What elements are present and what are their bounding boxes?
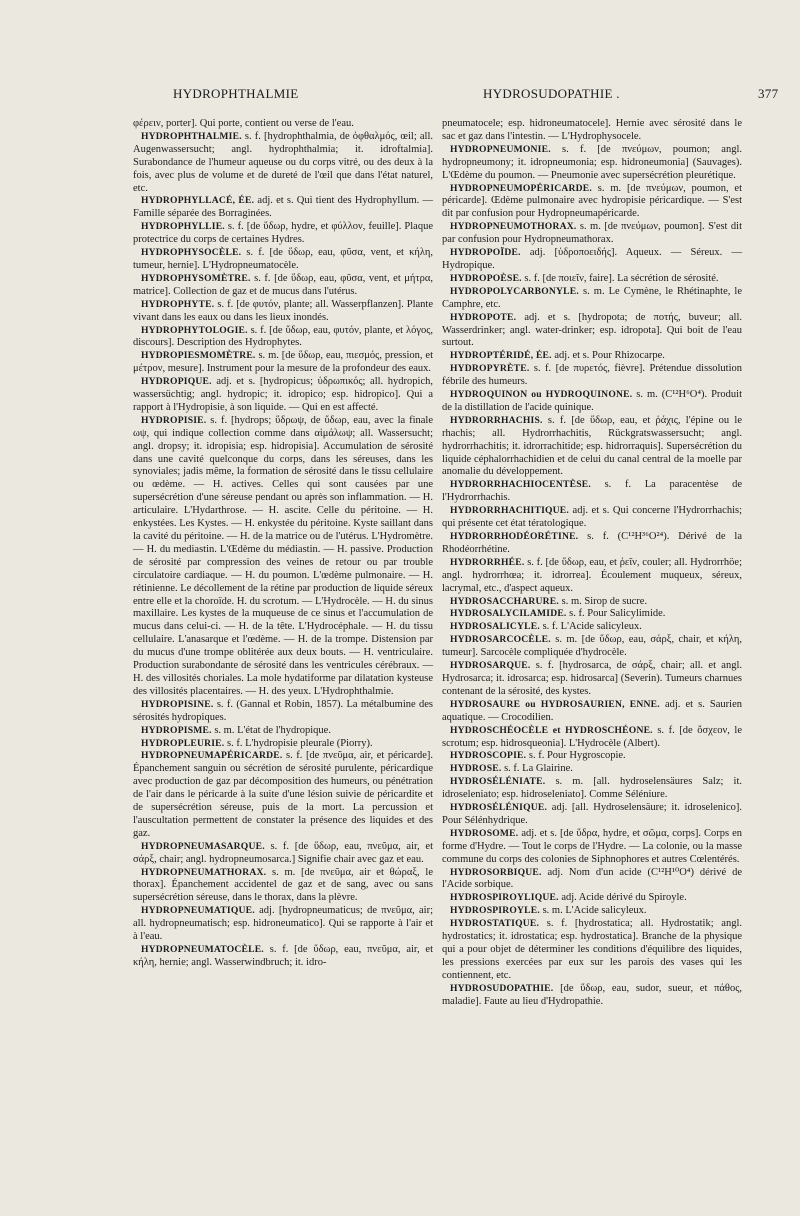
dictionary-entry [133, 944, 433, 970]
entry-headword: HYDROSÉLÉNIQUE. [450, 802, 548, 814]
entry-definition: adj. et s. Qui tient des Hydrophyllum. — Famille séparée des Borraginées. [133, 195, 434, 220]
dictionary-entry [442, 531, 742, 557]
entry-definition: s. m. Le Cymène, le Rhétinaphte, le Camphre, etc. [442, 285, 742, 310]
entry-headword: HYDROSCOPIE. [450, 750, 527, 762]
entry-headword: HYDROPLEURIE. [141, 737, 225, 749]
dictionary-entry [442, 905, 742, 918]
entry-headword: HYDRORRHACHIOCENTÈSE. [450, 479, 591, 491]
dictionary-entry [442, 763, 742, 776]
entry-headword: HYDROSACCHARURE. [450, 595, 560, 607]
entry-headword: HYDROSORBIQUE. [450, 866, 542, 878]
dictionary-entry [133, 905, 433, 944]
entry-headword: HYDROSPIROYLIQUE. [450, 892, 559, 904]
entry-definition: s. f. [de ὕδωρ, eau, et ῥάχις, l'épine ou le rhachis; all. Hydrorrhachitis, Rückgratswassersucht; angl. hydrorrhachitis; it. idrorrachitide; esp. hidrorraquis]. Supersécrétion du liquide céphalorrhachidien et de celui du canal central de la moelle par anomalie du développement. [442, 414, 742, 478]
entry-headword: HYDRORRHACHIS. [450, 414, 543, 426]
dictionary-entry [442, 983, 742, 1009]
entry-definition: adj. et s. Qui concerne l'Hydrorrhachis; qui présente cet état tératologique. [442, 505, 742, 530]
dictionary-entry [133, 841, 433, 867]
entry-definition: s. f. Pour Hygroscopie. [526, 750, 626, 762]
dictionary-entry [442, 505, 742, 531]
dictionary-entry [442, 750, 742, 763]
dictionary-entry [133, 273, 433, 299]
dictionary-entry [442, 596, 742, 609]
entry-headword: HYDROPIQUE. [141, 376, 212, 388]
entry-definition: s. f. [de ὕδωρ, eau, et ῥεῖν, couler; all. Hydrorrhöe; angl. hydrorrhœa; it. idrorrea]. Écoulement muqueux, séreux, lacrymal, etc., d'aspect aqueux. [442, 556, 742, 594]
dictionary-entry [133, 867, 433, 906]
entry-definition: s. f. (C¹²H³⁶O²⁴). Dérivé de la Rhodéorrhétine. [442, 531, 742, 555]
entry-headword: HYDROPNEUMASARQUE. [141, 840, 265, 852]
entry-headword: HYDROPHYLLIE. [141, 221, 225, 233]
page-number: 377 [758, 86, 779, 101]
dictionary-entry [442, 144, 742, 183]
entry-headword: HYDROSALICYLE. [450, 621, 540, 633]
entry-definition: s. f. [de ποιεῖν, faire]. La sécrétion de sérosité. [521, 272, 719, 284]
dictionary-entry [442, 247, 742, 273]
entry-headword: HYDRORRHÉE. [450, 556, 525, 568]
entry-headword: HYDROSALYCILAMIDE. [450, 608, 567, 620]
dictionary-entry [442, 634, 742, 660]
entry-definition: s. f. [hydrops; ὕδρωψ, de ὕδωρ, eau, avec la finale ωψ, qui indique collection comme dans αἱμάλωψ; all. Wassersucht; angl. dropsy; it. idropisia; esp. hidropisia]. Accumulation de sérosité dans une cavité quelconque du corps, dans les séreuses, dans les synoviales; jadis même, la formation de sérosité dans le tissu cellulaire ou œdème. — H. actives. Celles qui sont causées par une supersécrétion d'une séreuse pendant ou après son inflammation. — H. articulaire. L'Hydarthrose. — H. ascite. Celle du péritoine. — H. enkystées. Les Kystes. — H. enkystée du péritoine. Kyste saillant dans la cavité du péritoine. — H. de la matrice ou de l'utérus. L'Hydromètre. — H. du mediastin. L'Œdème du médiastin. — H. passive. Production de sérosité par compression des veines de retour ou par trouble circulatoire cardiaque. — H. du poumon. L'œdème pulmonaire. — H. rétinienne. Le décollement de la rétine par production de liquide séreux entre elle et la choroïde. H. du scrotum. — L'Hydrocèle. — H. du sinus maxillaire. Les kystes de la muqueuse de ce sinus et l'accumulation de mucus dans celui-ci. — H. de la tête. L'Hydrocéphale. — H. du tissu cellulaire. L'anasarque et l'œdème. — H. de la trompe. Distension par du mucus d'une trompe oblitérée aux deux bouts. — H. ventriculaire. Production surabondante de sérosité dans les ventricules cérébraux. — H. des villosités choriales. La mole hydatiforme par dilatation kysteuse des villosités placentaires. — H. des yeux. L'Hydrophthalmie. [133, 414, 434, 697]
entry-headword: HYDROSÉLÉNIATE. [450, 776, 546, 788]
entry-headword: HYDROSCHÉOCÈLE et HYDROSCHÉONE. [450, 724, 653, 736]
entry-definition: s. f. La paracentèse de l'Hydrorrhachis. [442, 479, 742, 504]
entry-headword: HYDROPNEUMOTHORAX. [450, 221, 577, 233]
entry-headword: HYDROSAURE ou HYDROSAURIEN, ENNE. [450, 698, 660, 710]
entry-headword: HYDROSARQUE. [450, 660, 531, 672]
entry-headword: HYDROPNEUMATHORAX. [141, 866, 267, 878]
running-head-left: HYDROPHTHALMIE [173, 86, 299, 101]
dictionary-entry [133, 325, 433, 351]
dictionary-entry [442, 918, 742, 983]
running-head-right: HYDROSUDOPATHIE . [483, 86, 620, 101]
entry-headword: HYDROPNEUMATIQUE. [141, 905, 255, 917]
dictionary-entry [442, 699, 742, 725]
entry-headword: HYDROPISIE. [141, 414, 207, 426]
entry-definition: s. f. [de ὄσχεον, le scrotum; esp. hidrosqueonia]. L'Hydrocèle (Albert). [442, 724, 742, 749]
entry-headword: HYDROSOME. [450, 827, 519, 839]
entry-definition: φέρειν, porter]. Qui porte, contient ou verse de l'eau. [133, 118, 354, 129]
entry-definition: s. m. [de πνεύμων, poumon, et péricarde]. Œdème pulmonaire avec hydropisie péricardique. — S'est dit par confusion pour Hydropneumapéricarde. [442, 182, 742, 220]
entry-headword: HYDROPHYLLACÉ, ÉE. [141, 195, 255, 207]
dictionary-entry [442, 118, 742, 144]
entry-definition: s. f. [de πνεῦμα, air, et péricarde]. Épanchement sanguin ou sécrétion de sérosité purulente, péricardique avec production de gaz par décomposition des humeurs, ou pénétration de l'air dans le péricarde à la suite d'une lésion suivie de péricardite et de supersécrétion séreuse, puis de la mort. La percussion et l'auscultation permettent de constater la présence des liquides et des gaz. [133, 750, 433, 839]
entry-definition: s. f. [de φυτόν, plante; all. Wasserpflanzen]. Plante vivant dans les eaux ou dans les lieux inondés. [133, 298, 433, 323]
dictionary-entry [133, 118, 433, 131]
dictionary-entry [442, 363, 742, 389]
entry-definition: s. m. Sirop de sucre. [559, 595, 648, 607]
entry-headword: HYDROPHTHALMIE. [141, 130, 242, 142]
entry-definition: s. f. [hydrostatica; all. Hydrostatik; angl. hydrostatics; it. idrostatica; esp. hydrostatica]. Branche de la physique qui a pour objet de déterminer les conditions d'équilibre des liquides, les pressions exercées par eux sur les parois des vases qui les contiennent, etc. [442, 918, 742, 981]
entry-headword: HYDROPNEUMATOCÈLE. [141, 944, 264, 955]
entry-headword: HYDROSTATIQUE. [450, 918, 540, 930]
entry-headword: HYDROPNEUMONIE. [450, 143, 551, 155]
entry-definition: adj. Nom d'un acide (C¹²H¹⁰O⁴) dérivé de l'Acide sorbique. [442, 866, 742, 891]
entry-definition: s. f. L'hydropisie pleurale (Piorry). [224, 737, 373, 749]
dictionary-entry [442, 725, 742, 751]
dictionary-entry [442, 479, 742, 505]
entry-definition: s. f. [de ὕδωρ, hydre, et φύλλον, feuille]. Plaque protectrice du corps de certaines Hydres. [133, 221, 433, 246]
entry-headword: HYDROPIESMOMÈTRE. [141, 350, 256, 362]
entry-headword: HYDROPOÏDE. [450, 247, 521, 259]
dictionary-entry [442, 892, 742, 905]
entry-definition: s. f. [de πυρετός, fièvre]. Prétendue dissolution fébrile des humeurs. [442, 363, 742, 388]
entry-definition: adj. et s. Saurien aquatique. — Crocodilien. [442, 698, 742, 723]
entry-definition: s. f. [de πνεύμων, poumon; angl. hydropneumony; it. idropneumonia; esp. hidroneumonia] (Sauvages). L'Œdème du poumon. — Pneumonie avec supersécrétion pleurétique. [442, 143, 742, 181]
dictionary-entry [442, 312, 742, 351]
entry-headword: HYDROPHYTE. [141, 298, 215, 310]
dictionary-entry [133, 350, 433, 376]
entry-definition: s. m. (C¹²H⁶O⁴). Produit de la distillation de l'acide quinique. [442, 389, 742, 413]
entry-definition: s. m. [de ὕδωρ, eau, σάρξ, chair, et κήλη, tumeur]. Sarcocèle compliquée d'hydrocèle. [442, 634, 742, 659]
dictionary-entry [133, 699, 433, 725]
dictionary-entry [442, 273, 742, 286]
dictionary-entry [442, 621, 742, 634]
dictionary-entry [442, 221, 742, 247]
dictionary-entry [442, 867, 742, 893]
page-header [0, 86, 800, 106]
entry-definition: adj. Acide dérivé du Spiroyle. [558, 892, 687, 904]
entry-definition: adj. [ὑδροποειδής]. Aqueux. — Séreux. — Hydropique. [442, 247, 742, 271]
entry-definition: adj. [hydropneumaticus; de πνεῦμα, air; all. hydropneumatisch; esp. hidroneumatico]. Qui se rapporte à l'air et à l'eau. [133, 905, 433, 943]
right-column [442, 118, 742, 1009]
dictionary-entry [133, 299, 433, 325]
entry-definition: s. f. [de ὕδωρ, eau, πνεῦμα, air, et κήλη, hernie; angl. Wasserwindbruch; it. idro- [133, 944, 433, 968]
entry-definition: adj. et s. [hydropota; de ποτής, buveur; all. Wasserdrinker; angl. water-drinker; esp. idropota]. Qui boit de l'eau surtout. [442, 311, 742, 349]
entry-headword: HYDROPHYSOCÈLE. [141, 247, 242, 259]
entry-definition: adj. et s. [hydropicus; ὑδρωπικός; all. hydropich, wassersüchtig; angl. hydropic; it. idropico; esp. hidropico]. Qui a rapport à l'Hydropisie, à son liquide. — Qui en est affecté. [133, 376, 433, 413]
entry-headword: HYDROPISINE. [141, 698, 214, 710]
dictionary-entry [442, 286, 742, 312]
left-column [133, 118, 433, 970]
entry-definition: s. m. [de πνεῦμα, air et θώραξ, le thorax]. Épanchement accidentel de gaz et de sang, avec ou sans supersécrétion séreuse, dans le thorax, dans la plèvre. [133, 866, 433, 904]
entry-headword: HYDROSPIROYLE. [450, 905, 540, 917]
dictionary-entry [133, 131, 433, 196]
dictionary-entry [442, 802, 742, 828]
entry-headword: HYDROPNEUMAPÉRICARDE. [141, 750, 283, 762]
dictionary-entry [442, 660, 742, 699]
entry-headword: HYDROSE. [450, 763, 502, 775]
dictionary-entry [442, 557, 742, 596]
entry-definition: s. m. [all. hydroselensäures Salz; it. idroseleniato; esp. hidroseleniato]. Comme Séléniure. [442, 776, 742, 801]
entry-definition: pneumatocele; esp. hidroneumatocele]. Hernie avec sérosité dans le sac et gaz dans l'intestin. — L'Hydrophysocele. [442, 118, 742, 142]
entry-definition: s. m. [de πνεύμων, poumon]. S'est dit par confusion pour Hydropneumathorax. [442, 221, 742, 246]
entry-headword: HYDROSUDOPATHIE. [450, 982, 554, 994]
dictionary-entry [442, 415, 742, 480]
entry-headword: HYDROQUINON ou HYDROQUINONE. [450, 389, 633, 401]
entry-definition: adj. et s. Pour Rhizocarpe. [551, 350, 665, 362]
entry-definition: s. f. [de ὕδωρ, eau, φῦσα, vent, et κήλη, tumeur, hernie]. L'Hydropneumatocèle. [133, 247, 433, 271]
entry-headword: HYDROPYRÈTE. [450, 363, 530, 375]
entry-definition: s. f. [de ὕδωρ, eau, φυτόν, plante, et λόγος, discours]. Description des Hydrophytes. [133, 324, 433, 349]
dictionary-entry [133, 738, 433, 751]
entry-headword: HYDRORRHACHITIQUE. [450, 505, 570, 517]
entry-definition: adj. et s. [de ὕδρα, hydre, et σῶμα, corps]. Corps en forme d'Hydre. — Tout le corps de l'Hydre. — La colonie, ou la masse commune du corps des colonies de Siphnophores et autres Cœlentérés. [442, 827, 742, 865]
entry-definition: s. f. [de ὕδωρ, eau, φῦσα, vent, et μήτρα, matrice]. Collection de gaz et de mucus dans l'utérus. [133, 272, 433, 297]
dictionary-entry [133, 750, 433, 840]
dictionary-entry [442, 350, 742, 363]
entry-definition: s. f. [hydrosarca, de σάρξ, chair; all. et angl. Hydrosarca; it. idrosarca; esp. hidrosarca] (Severin). Tumeurs charnues contenant de la sérosité, des kystes. [442, 660, 742, 697]
dictionary-entry [133, 725, 433, 738]
entry-definition: s. f. (Gannal et Robin, 1857). La métalbumine des sérosités hydropiques. [133, 698, 433, 723]
dictionary-entry [133, 195, 433, 221]
entry-headword: HYDROPNEUMOPÉRICARDE. [450, 182, 592, 194]
entry-headword: HYDROSARCOCÈLE. [450, 634, 551, 646]
entry-definition: s. f. Pour Salicylimide. [566, 608, 666, 620]
entry-headword: HYDROPOTE. [450, 311, 517, 323]
entry-headword: HYDROPHYTOLOGIE. [141, 324, 248, 336]
entry-headword: HYDROPHYSOMÈTRE. [141, 272, 251, 284]
dictionary-entry [133, 221, 433, 247]
entry-definition: s. m. L'état de l'hydropique. [211, 724, 331, 736]
dictionary-entry [442, 828, 742, 867]
entry-headword: HYDRORRHODÉORÉTINE. [450, 531, 579, 542]
entry-definition: adj. [all. Hydroselensäure; it. idroselenico]. Pour Sélénhydrique. [442, 802, 742, 826]
entry-definition: s. f. [de ὕδωρ, eau, πνεῦμα, air, et σάρξ, chair; angl. hydropneumosarca.] Signifie chair avec gaz et eau. [133, 840, 433, 865]
entry-definition: s. m. L'Acide salicyleux. [539, 905, 647, 917]
dictionary-entry [133, 415, 433, 699]
entry-headword: HYDROPOLYCARBONYLE. [450, 285, 579, 297]
dictionary-entry [442, 776, 742, 802]
entry-headword: HYDROPISME. [141, 724, 212, 736]
dictionary-entry [442, 608, 742, 621]
entry-headword: HYDROPOÈSE. [450, 272, 522, 284]
entry-definition: s. f. [hydrophthalmia, de ὀφθαλμός, œil; all. Augenwassersucht; angl. hydrophthalmia; it. idroftalmia]. Surabondance de l'humeur aqueuse ou du corps vitré, ou des deux à la fois, avec plus de volume et de dureté de l'œil que dans l'état naturel, etc. [133, 130, 433, 194]
entry-definition: s. f. La Glairine. [501, 763, 573, 775]
dictionary-entry [133, 376, 433, 415]
entry-definition: s. f. L'Acide salicyleux. [539, 621, 642, 633]
dictionary-entry [442, 183, 742, 222]
dictionary-entry [442, 389, 742, 415]
entry-definition: [de ὕδωρ, eau, sudor, sueur, et πάθος, maladie]. Faute au lieu d'Hydropathie. [442, 982, 742, 1007]
dictionary-entry [133, 247, 433, 273]
entry-definition: s. m. [de ὕδωρ, eau, πιεσμός, pression, et μέτρον, mesure]. Instrument pour la mesure de la profondeur des eaux. [133, 350, 433, 375]
entry-headword: HYDROPTÉRIDÉ, ÉE. [450, 350, 552, 362]
